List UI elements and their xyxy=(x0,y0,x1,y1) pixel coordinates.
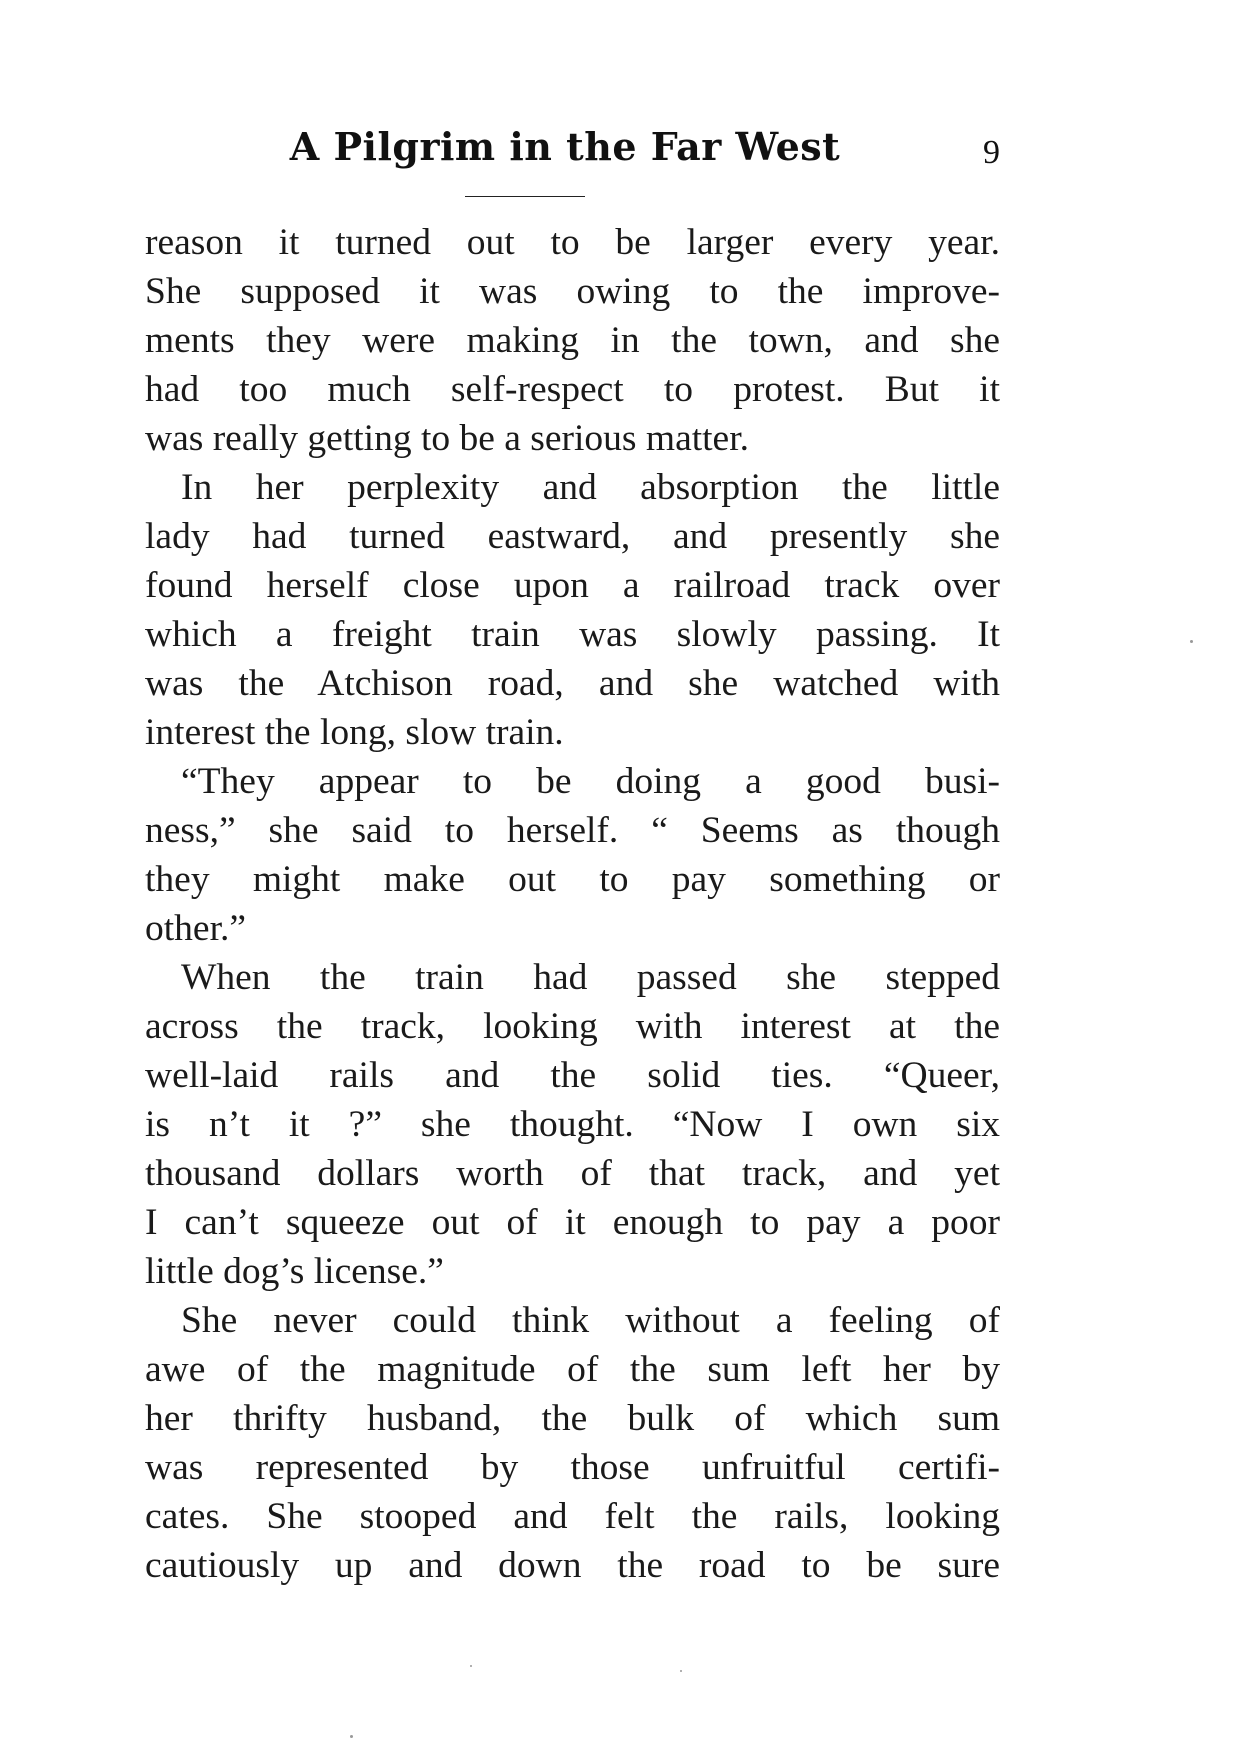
text-line: is n’t it ?” she thought. “Now I own six xyxy=(145,1104,1000,1145)
page-number: 9 xyxy=(983,134,1000,171)
text-line: cates. She stooped and felt the rails, looking xyxy=(145,1496,1000,1537)
text-line: lady had turned eastward, and presently she xyxy=(145,516,1000,557)
text-line: was represented by those unfruitful certifi- xyxy=(145,1447,1000,1488)
text-line: was the Atchison road, and she watched with xyxy=(145,663,1000,704)
text-line: ments they were making in the town, and she xyxy=(145,320,1000,361)
paper-speck xyxy=(470,1665,472,1667)
text-line: “They appear to be doing a good busi- xyxy=(181,761,1000,802)
text-line: found herself close upon a railroad track over xyxy=(145,565,1000,606)
text-line: across the track, looking with interest at the xyxy=(145,1006,1000,1047)
text-line: was really getting to be a serious matter. xyxy=(145,418,749,459)
text-line: She never could think without a feeling of xyxy=(181,1300,1000,1341)
text-line: In her perplexity and absorption the little xyxy=(181,467,1000,508)
text-line: which a freight train was slowly passing. It xyxy=(145,614,1000,655)
text-line: they might make out to pay something or xyxy=(145,859,1000,900)
text-line: awe of the magnitude of the sum left her by xyxy=(145,1349,1000,1390)
text-line: her thrifty husband, the bulk of which sum xyxy=(145,1398,1000,1439)
text-line: other.” xyxy=(145,908,247,949)
text-line: ness,” she said to herself. “ Seems as though xyxy=(145,810,1000,851)
paper-speck xyxy=(350,1735,353,1738)
text-line: interest the long, slow train. xyxy=(145,712,564,753)
running-head xyxy=(130,122,1000,172)
text-line: well-laid rails and the solid ties. “Queer, xyxy=(145,1055,1000,1096)
text-line: thousand dollars worth of that track, and yet xyxy=(145,1153,1000,1194)
running-title: A Pilgrim in the Far West xyxy=(289,124,841,169)
text-line: had too much self-respect to protest. But it xyxy=(145,369,1000,410)
text-line: cautiously up and down the road to be sure xyxy=(145,1545,1000,1586)
paper-speck xyxy=(1190,640,1193,643)
text-line: When the train had passed she stepped xyxy=(181,957,1000,998)
header-rule xyxy=(465,196,585,197)
text-line: reason it turned out to be larger every year. xyxy=(145,222,1000,263)
paper-speck xyxy=(680,1670,682,1672)
text-line: little dog’s license.” xyxy=(145,1251,444,1292)
text-line: I can’t squeeze out of it enough to pay a poor xyxy=(145,1202,1000,1243)
body-text xyxy=(145,218,1000,1590)
text-line: She supposed it was owing to the improve- xyxy=(145,271,1000,312)
